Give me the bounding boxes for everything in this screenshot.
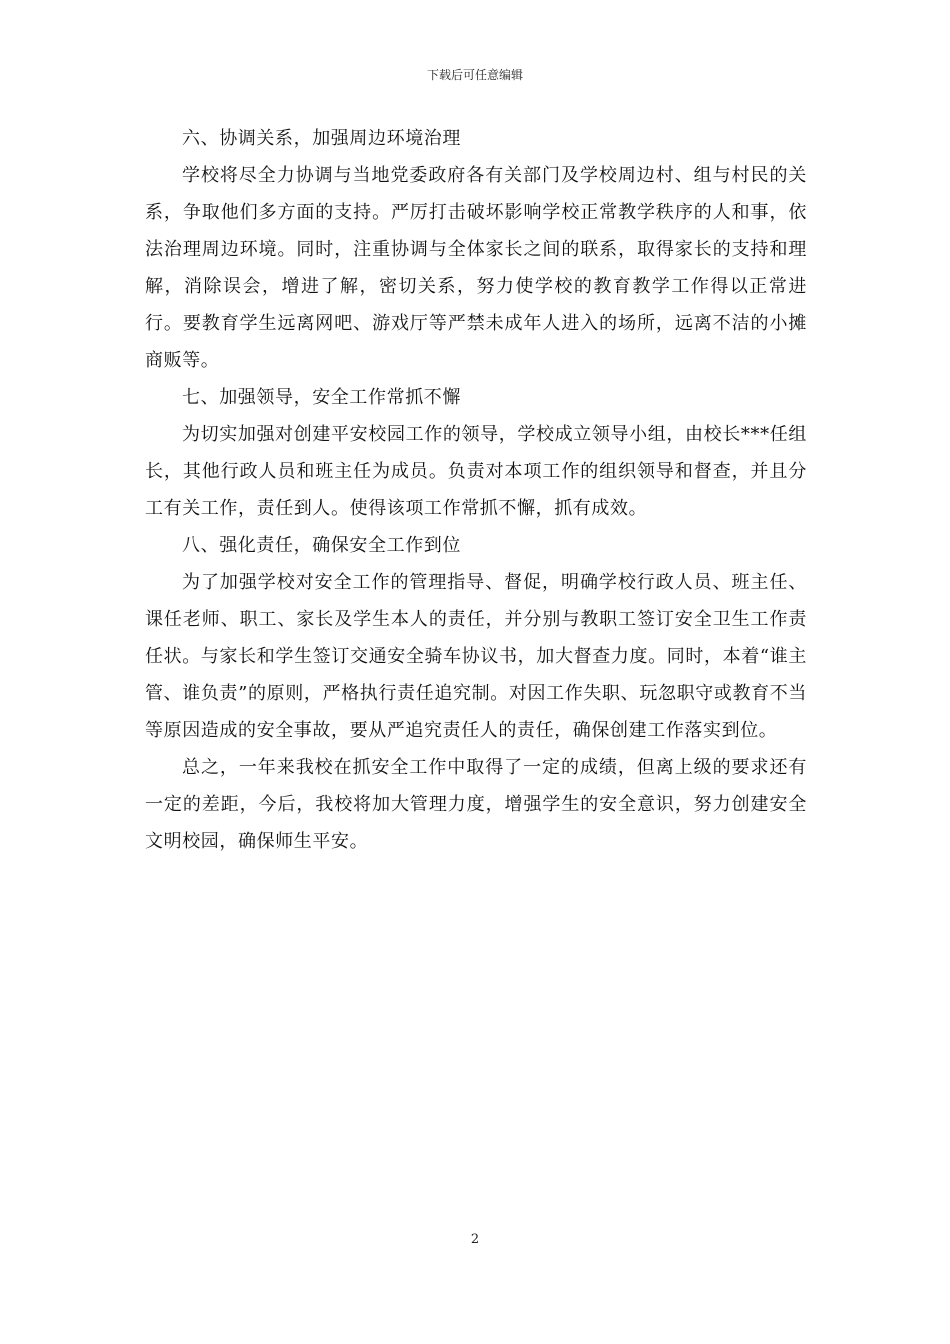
section-8-paragraph: 为了加强学校对安全工作的管理指导、督促，明确学校行政人员、班主任、课任老师、职工、家长及学生本人的责任，并分别与教职工签订安全卫生工作责任状。与家长和学生签订交通安全骑车协议书，加大督查力度。同时，本着“谁主管、谁负责”的原则，严格执行责任追究制。对因工作失职、玩忽职守或教育不当等原因造成的安全事故，要从严追究责任人的责任，确保创建工作落实到位。 (145, 572, 807, 741)
section-7-paragraph: 为切实加强对创建平安校园工作的领导，学校成立领导小组，由校长***任组长，其他行政人员和班主任为成员。负责对本项工作的组织领导和督查，并且分工有关工作，责任到人。使得该项工作常抓不懈，抓有成效。 (145, 424, 807, 519)
document-body (145, 120, 807, 860)
page-header: 下载后可任意编辑 (426, 68, 523, 82)
section-6-paragraph: 学校将尽全力协调与当地党委政府各有关部门及学校周边村、组与村民的关系，争取他们多方面的支持。严厉打击破坏影响学校正常教学秩序的人和事，依法治理周边环境。同时，注重协调与全体家长之间的联系，取得家长的支持和理解，消除误会，增进了解，密切关系，努力使学校的教育教学工作得以正常进行。要教育学生远离网吧、游戏厅等严禁未成年人进入的场所，远离不洁的小摊商贩等。 (145, 165, 807, 371)
section-6-heading: 六、协调关系，加强周边环境治理 (182, 128, 461, 149)
summary-paragraph: 总之，一年来我校在抓安全工作中取得了一定的成绩，但离上级的要求还有一定的差距，今后，我校将加大管理力度，增强学生的安全意识，努力创建安全文明校园，确保师生平安。 (145, 757, 807, 852)
section-7-heading: 七、加强领导，安全工作常抓不懈 (182, 387, 461, 408)
page-number: 2 (470, 1232, 480, 1247)
section-8-heading: 八、强化责任，确保安全工作到位 (182, 535, 461, 556)
